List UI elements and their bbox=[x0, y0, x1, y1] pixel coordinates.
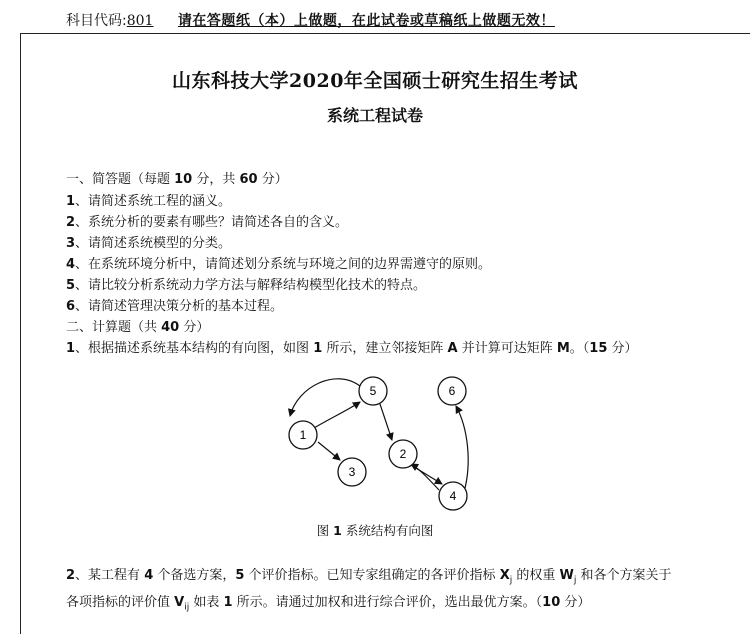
edge-1-to-3 bbox=[318, 442, 340, 460]
subject-code-number: 801 bbox=[126, 13, 154, 29]
section2-heading: 二、计算题（共 40 分） bbox=[66, 320, 210, 335]
node-4 bbox=[439, 482, 467, 510]
edge-4-to-6 bbox=[456, 406, 468, 492]
exam-title: 山东科技大学2020年全国硕士研究生招生考试 bbox=[172, 70, 578, 92]
edge-1-to-5 bbox=[314, 402, 360, 428]
directed-graph-figure bbox=[276, 368, 486, 518]
question-2-2-line2: 各项指标的评价值 $V_{ij}$ 如表 1 所示。请通过加权和进行综合评价，选出最优方案。（10 分） bbox=[66, 594, 591, 613]
question-2-2-line1: 2、某工程有 4 个备选方案，5 个评价指标。已知专家组确定的各评价指标 $X_j$ 的权重 $W_j$ 和各个方案关于 bbox=[66, 568, 672, 586]
question-1-6: 6、请简述管理决策分析的基本过程。 bbox=[66, 299, 284, 314]
exam-header bbox=[66, 10, 555, 30]
section1-heading: 一、简答题（每题 10 分，共 60 分） bbox=[66, 172, 288, 187]
question-1-1: 1、请简述系统工程的涵义。 bbox=[66, 194, 232, 209]
question-1-5: 5、请比较分析系统动力学方法与解释结构模型化技术的特点。 bbox=[66, 278, 427, 293]
node-3 bbox=[338, 458, 366, 486]
node-5 bbox=[359, 377, 387, 405]
node-6 bbox=[438, 377, 466, 405]
figure-caption: 图 1 系统结构有向图 bbox=[316, 523, 434, 538]
svg-text:1: 1 bbox=[299, 428, 307, 442]
answer-notice: 请在答题纸（本）上做题，在此试卷或草稿纸上做题无效！ bbox=[177, 13, 555, 29]
question-1-3: 3、请简述系统模型的分类。 bbox=[66, 236, 232, 251]
svg-text:4: 4 bbox=[449, 489, 457, 503]
svg-text:5: 5 bbox=[369, 384, 377, 398]
node-2 bbox=[389, 440, 417, 468]
subject-code-label: 科目代码: bbox=[66, 13, 127, 29]
svg-text:3: 3 bbox=[348, 465, 356, 479]
edge-5-to-1 bbox=[290, 379, 360, 416]
node-1 bbox=[289, 421, 317, 449]
edge-5-to-2 bbox=[380, 404, 392, 440]
svg-text:2: 2 bbox=[399, 447, 407, 461]
question-1-4: 4、在系统环境分析中，请简述划分系统与环境之间的边界需遵守的原则。 bbox=[66, 257, 492, 272]
exam-subtitle: 系统工程试卷 bbox=[326, 106, 423, 125]
svg-text:6: 6 bbox=[448, 384, 456, 398]
question-2-2 bbox=[66, 565, 672, 618]
question-2-1: 1、根据描述系统基本结构的有向图，如图 1 所示，建立邻接矩阵 A 并计算可达矩阵 M。（15 分） bbox=[66, 341, 638, 356]
question-1-2: 2、系统分析的要素有哪些？请简述各自的含义。 bbox=[66, 215, 349, 230]
